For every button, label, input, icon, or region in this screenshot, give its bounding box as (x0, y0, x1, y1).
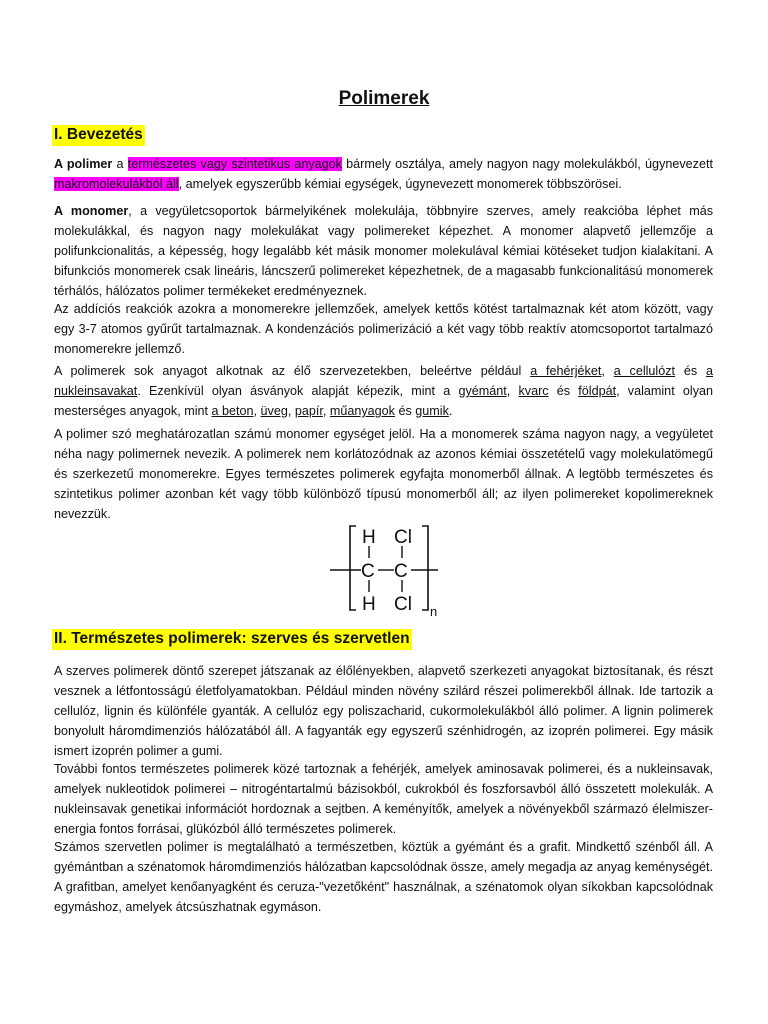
paragraph-natural-polymers: További fontos természetes polimerek közé tartoznak a fehérjék, amelyek aminosavak polimerei, és a nukleinsavak, amelyek nukleotidok polimerei – nitrogéntartalmú bázisokból, cukrokból és foszforsavból álló összetett molekulák. A nukleinsavak genetikai információt hordoznak a sejtben. A keményítők, amelyek a növényekből származó élelmiszer-energia fontos forrásai, glükózból álló természetes polimerek. (54, 762, 713, 836)
right-bracket (422, 526, 428, 610)
text-span: és (394, 404, 416, 418)
highlight-macromolecules: makromolekulákból áll (54, 177, 179, 191)
atom-cl-bottom: Cl (394, 594, 412, 615)
link-rubbers[interactable]: gumik (415, 404, 449, 418)
text-span: , valamint olyan mesterséges anyagok, mint (54, 384, 713, 418)
text-span: és (675, 364, 706, 378)
pvc-structural-formula (326, 520, 446, 620)
paragraph-polymer-examples (54, 361, 713, 421)
text-span: A polimerek sok anyagot alkotnak az élő szervezetekben, beleértve például (54, 364, 531, 378)
link-proteins[interactable]: a fehérjéket (530, 364, 602, 378)
paragraph-polymer-definition (54, 154, 713, 194)
highlight-natural-synthetic: természetes vagy szintetikus anyagok (127, 157, 342, 171)
text-span: , (253, 404, 261, 418)
section-heading-introduction: I. Bevezetés (52, 125, 145, 146)
atom-h-top: H (362, 527, 376, 548)
paragraph-inorganic-polymers: Számos szervetlen polimer is megtalálható a természetben, köztük a gyémánt és a grafit. Mindkettő szénből áll. A gyémántban a szénatomok háromdimenziós hálózatban kapcsolódnak össze, amely megadja az anyag keménységét. A grafitban, amelyet kenőanyagként és ceruza-"vezetőként" használnak, a szénatomok olyan síkokban kapcsolódnak egymáshoz, amelyek átcsúszhatnak egymáson. (54, 840, 713, 914)
text-span: , (601, 364, 614, 378)
section-heading-natural-polymers: II. Természetes polimerek: szerves és szervetlen (52, 629, 412, 650)
left-bracket (350, 526, 356, 610)
text-span: . Ezenkívül olyan ásványok alapját képezik, mint a (137, 384, 459, 398)
link-cellulose[interactable]: a cellulózt (613, 364, 676, 378)
text-span: , (322, 404, 330, 418)
paragraph-polymer-word: A polimer szó meghatározatlan számú monomer egységet jelöl. Ha a monomerek száma nagyon nagy, a vegyületet néha nagy polimernek nevezik. A polimerek nem korlátozódnak az azonos kémiai összetételű vagy molekulatömegű és szerkezetű monomerekre. Egyes természetes polimerek egyfajta monomerből állnak. A legtöbb természetes és szintetikus polimer azonban két vagy több különböző típusú monomerből áll; az ilyen polimereket kopolimereknek nevezzük. (54, 427, 713, 521)
atom-h-bottom: H (362, 594, 376, 615)
link-diamond[interactable]: gyémánt (458, 384, 507, 398)
text-span: a (112, 157, 128, 171)
subscript-n: n (430, 604, 438, 619)
text-span: . (448, 404, 453, 418)
link-concrete[interactable]: a beton (211, 404, 254, 418)
atom-c-right: C (394, 561, 408, 582)
text-span: bármely osztálya, amely nagyon nagy molekulákból, úgynevezett (341, 157, 713, 171)
term-polymer: A polimer (54, 157, 113, 171)
link-plastics[interactable]: műanyagok (329, 404, 395, 418)
paragraph-organic-polymers: A szerves polimerek döntő szerepet játszanak az élőlényekben, alapvető szerkezeti anyagokat biztosítanak, és részt vesznek a létfontosságú életfolyamatokban. Például minden növény szilárd részei polimerekből állnak. Ide tartozik a cellulóz, lignin és különféle gyanták. A cellulóz egy poliszacharid, cukormolekulákból álló polimer. A lignin polimerek bonyolult háromdimenziós hálózatából áll. A fagyanták egy egyszerű szénhidrogén, az izoprén polimerei. Egy másik ismert izoprén polimer a gumi. (54, 664, 713, 758)
link-paper[interactable]: papír (294, 404, 323, 418)
link-quartz[interactable]: kvarc (518, 384, 549, 398)
link-glass[interactable]: üveg (260, 404, 288, 418)
text-span: , amelyek egyszerűbb kémiai egységek, úgynevezett monomerek többszörösei. (178, 177, 622, 191)
paragraph-reactions: Az addíciós reakciók azokra a monomerekre jellemzőek, amelyek kettős kötést tartalmaznak két atom között, vagy egy 3-7 atomos gyűrűt tartalmaznak. A kondenzációs polimerizáció a két vagy több reaktív atomcsoportot tartalmazó monomerekre jellemző. (54, 302, 713, 356)
page-title: Polimerek (338, 88, 430, 109)
text-span: , (287, 404, 295, 418)
text-span: , a vegyületcsoportok bármelyikének molekulája, többnyire szerves, amely reakcióba léphet más molekulákkal, és nagyon nagy molekulákat vagy polimereket képezhet. A monomer alapvető jellemzője a polifunkcionalitás, a képesség, hogy legalább két másik monomer molekulával kémiai kötéseket tudjon kialakítani. A bifunkciós monomerek csak lineáris, láncszerű polimereket képezhetnek, de a magasabb funkcionalitású monomerek térhálós, hálózatos polimer termékeket eredményeznek. (54, 204, 713, 298)
text-span: , (506, 384, 519, 398)
link-nucleic-acids[interactable]: a nukleinsavakat (54, 364, 714, 398)
atom-c-left: C (361, 561, 375, 582)
text-span: és (548, 384, 579, 398)
term-monomer: A monomer (54, 204, 129, 218)
paragraph-monomer-definition (54, 201, 713, 301)
atom-cl-top: Cl (394, 527, 412, 548)
link-feldspar[interactable]: földpát (578, 384, 617, 398)
